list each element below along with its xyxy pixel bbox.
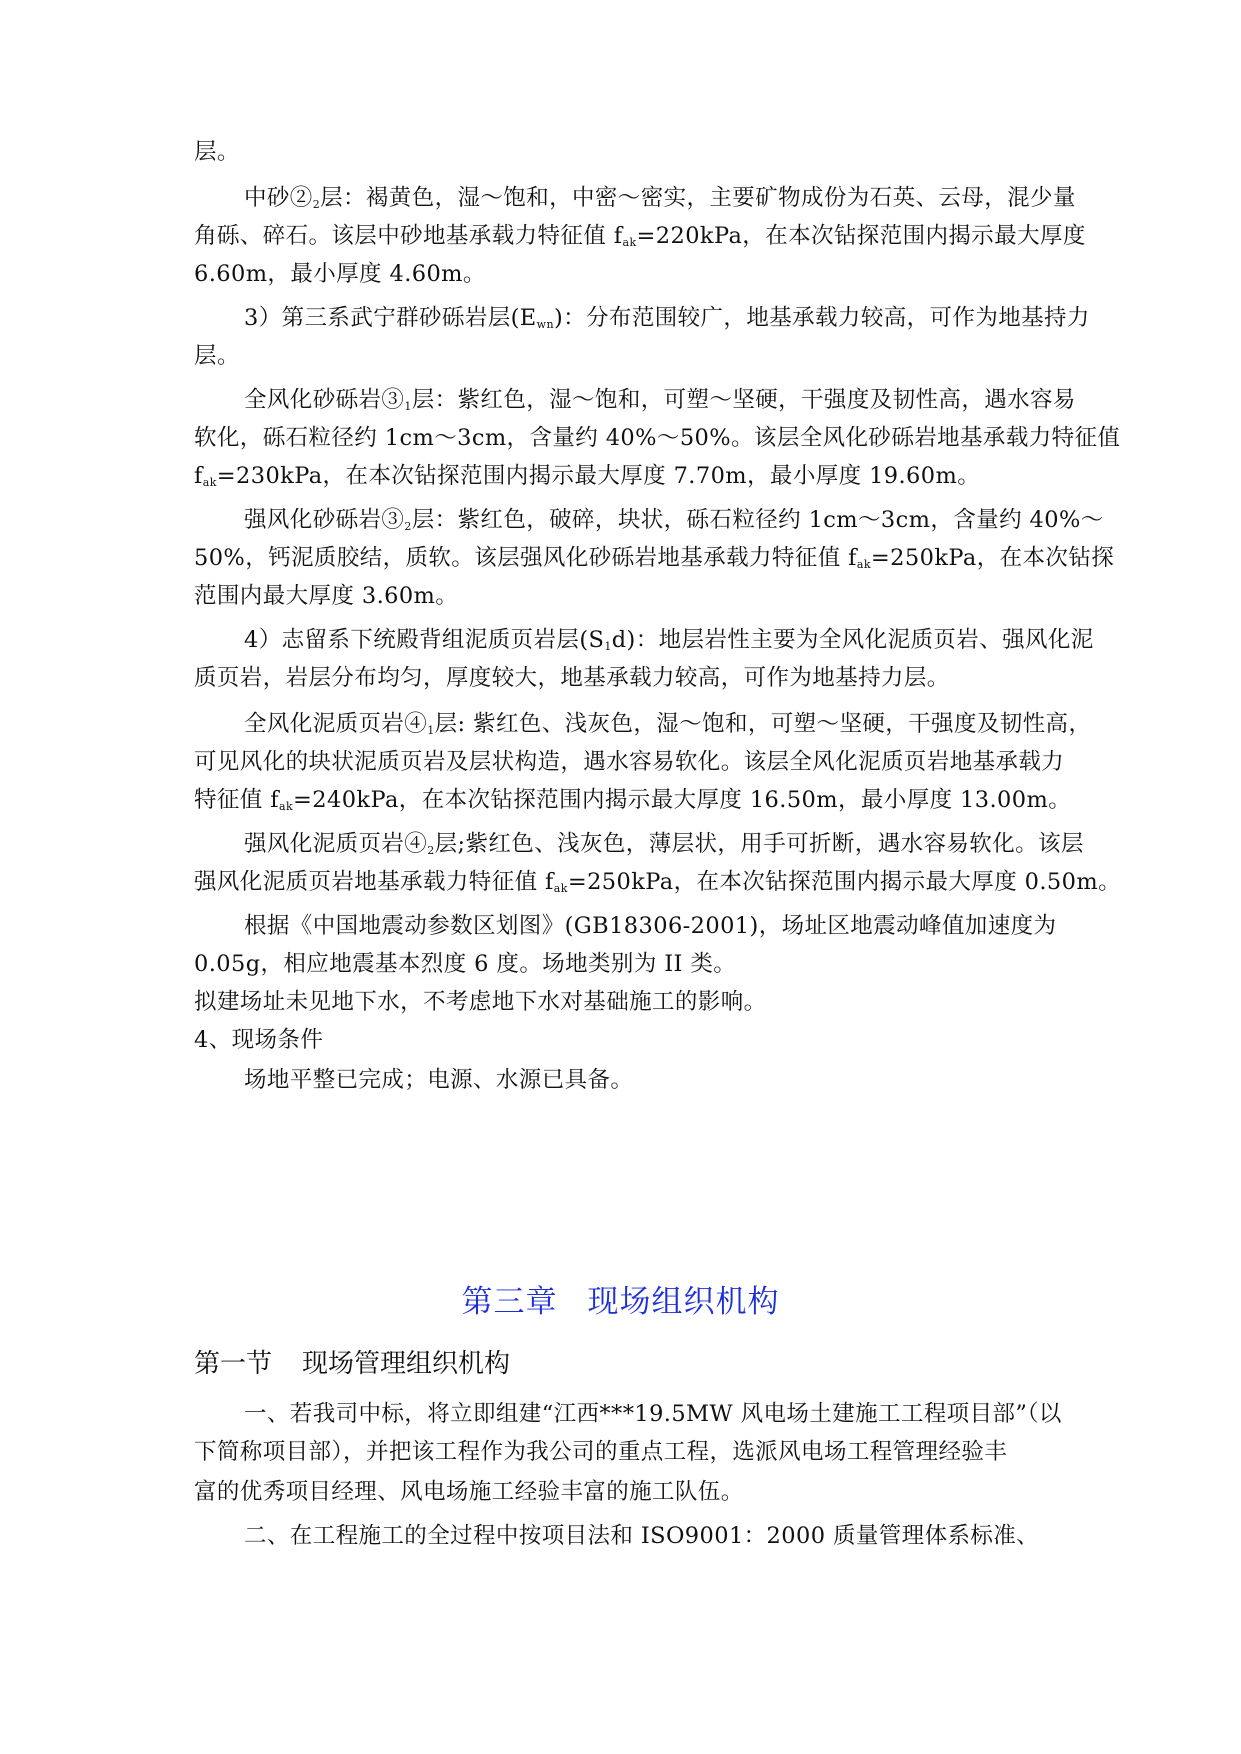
- text-line: 范围内最大厚度 3.60m。: [194, 583, 459, 609]
- text-line: 50%，钙泥质胶结，质软。该层强风化砂砾岩地基承载力特征值 $f_{ak}=250kPa$，在本次钻探: [194, 545, 1115, 571]
- text-line: 3）第三系武宁群砂砾岩层$(E_{wn})$：分布范围较广，地基承载力较高，可作为地基持力: [244, 305, 1090, 331]
- section-number: 第一节: [194, 1349, 273, 1379]
- section-heading: [194, 1346, 510, 1382]
- section-title: 现场管理组织机构: [302, 1349, 511, 1379]
- text-line: 角砾、碎石。该层中砂地基承载力特征值 $f_{ak}=220kPa$，在本次钻探范围内揭示最大厚度: [194, 223, 1086, 249]
- text-line: 特征值 $f_{ak}=240kPa$，在本次钻探范围内揭示最大厚度 16.50m，最小厚度 13.00m。: [194, 787, 1072, 813]
- text-line: 4）志留系下统殿背组泥质页岩层$(S_1d)$：地层岩性主要为全风化泥质页岩、强风化泥: [244, 627, 1094, 653]
- text-line: 全风化砂砾岩$③_1$层：紫红色，湿～饱和，可塑～坚硬，干强度及韧性高，遇水容易: [244, 387, 1076, 413]
- text-line: 中砂$②_2$层：褐黄色，湿～饱和，中密～密实，主要矿物成份为石英、云母，混少量: [244, 185, 1076, 211]
- text-line: 二、在工程施工的全过程中按项目法和 ISO9001：2000 质量管理体系标准、: [244, 1523, 1040, 1549]
- text-line: 0.05g，相应地震基本烈度 6 度。场地类别为 II 类。: [194, 951, 737, 977]
- text-line: 下简称项目部），并把该工程作为我公司的重点工程，选派风电场工程管理经验丰: [194, 1439, 1008, 1465]
- text-line: 一、若我司中标，将立即组建“江西***19.5MW 风电场土建施工工程项目部”（以: [244, 1401, 1062, 1427]
- chapter-title: 现场组织机构: [587, 1284, 780, 1320]
- text-line: 根据《中国地震动参数区划图》(GB18306-2001)，场址区地震动峰值加速度为: [244, 913, 1057, 939]
- text-line: 拟建场址未见地下水，不考虑地下水对基础施工的影响。: [194, 989, 767, 1015]
- text-line: 质页岩，岩层分布均匀，厚度较大，地基承载力较高，可作为地基持力层。: [194, 665, 950, 691]
- text-line: 强风化砂砾岩$③_2$层：紫红色，破碎，块状，砾石粒径约 1cm～3cm，含量约 40%～: [244, 507, 1104, 533]
- text-line: 6.60m，最小厚度 4.60m。: [194, 261, 486, 287]
- text-line: 4、现场条件: [194, 1027, 324, 1053]
- text-line: 强风化泥质页岩$④_2$层;紫红色、浅灰色，薄层状，用手可折断，遇水容易软化。该层: [244, 831, 1084, 857]
- text-line: $f_{ak}=230kPa$，在本次钻探范围内揭示最大厚度 7.70m，最小厚度 19.60m。: [194, 463, 981, 489]
- text-line: 软化，砾石粒径约 1cm～3cm，含量约 40%～50%。该层全风化砂砾岩地基承载力特征值: [194, 425, 1121, 451]
- text-line: 富的优秀项目经理、风电场施工经验丰富的施工队伍。: [194, 1479, 744, 1505]
- text-line: 全风化泥质页岩$④_1$层: 紫红色、浅灰色，湿～饱和，可塑～坚硬，干强度及韧性高，: [244, 711, 1092, 737]
- text-line: 层。: [194, 139, 240, 165]
- text-line: 层。: [194, 343, 240, 369]
- text-line: 场地平整已完成；电源、水源已具备。: [244, 1067, 634, 1093]
- text-line: 强风化泥质页岩地基承载力特征值 $f_{ak}=250kPa$，在本次钻探范围内揭示最大厚度 0.50m。: [194, 869, 1121, 895]
- chapter-number: 第三章: [461, 1284, 558, 1320]
- chapter-heading: [0, 1280, 1241, 1324]
- text-line: 可见风化的块状泥质页岩及层状构造，遇水容易软化。该层全风化泥质页岩地基承载力: [194, 749, 1065, 775]
